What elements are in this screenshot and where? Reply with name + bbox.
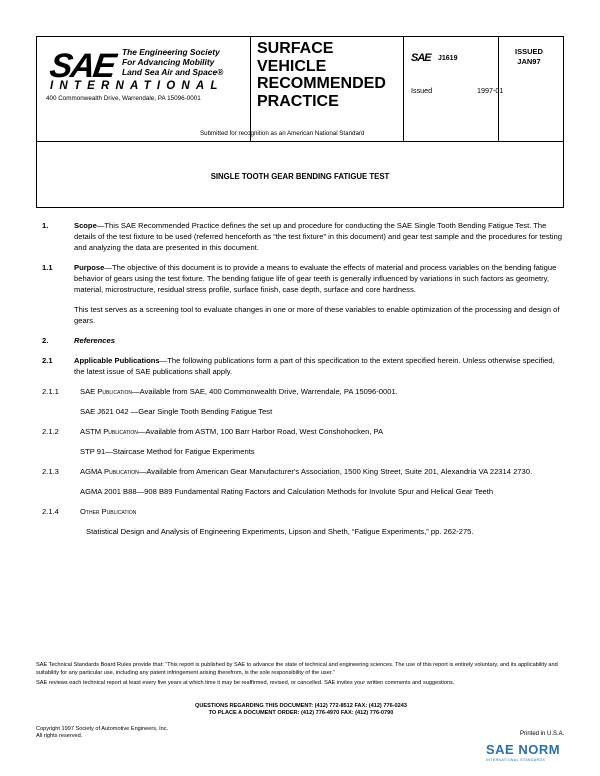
society-tagline: The Engineering Society For Advancing Mobility Land Sea Air and Space®	[122, 47, 224, 77]
address: 400 Commonwealth Drive, Warrendale, PA 15096-0001	[46, 95, 201, 102]
reference-item: Statistical Design and Analysis of Engineering Experiments, Lipson and Sheth, “Fatigue Experiments,” pp. 262-275.	[86, 527, 474, 536]
section-2-1-1: 2.1.1 SAE Publication—Available from SAE, 400 Commonwealth Drive, Warrendale, PA 15096-0001.	[42, 387, 398, 396]
copyright: Copyright 1997 Society of Automotive Engineers, Inc. All rights reserved.	[36, 726, 169, 740]
issued-date: 1997-01	[477, 86, 504, 95]
footer-notes: SAE Technical Standards Board Rules provide that: “This report is published by SAE to advance the state of technical and engineering sciences. The use of this report is entirely voluntary, and its applicability and suitability for any particular use, including any patent infringement arising therefrom, is the sole responsibility of the user.” SAE reviews each technical report at least every five years at which time it may be reaffirmed, revised, or cancelled. SAE invites your written comments and suggestions.	[36, 662, 558, 686]
section-2: 2. References	[42, 336, 115, 345]
sae-norm-watermark: SAE NORM	[486, 742, 561, 757]
section-1: 1. Scope—This SAE Recommended Practice defines the set up and procedure for conducting the SAE Single Tooth Bending Fatigue Test. The details of the test fixture to be used (referred henceforth as “the test fixture” in this document) and gear test sample and the procedures for testing and analyzing the data are presented in this document.	[42, 221, 562, 252]
sae-mini-logo: SAE	[411, 52, 431, 64]
contact-info: QUESTIONS REGARDING THIS DOCUMENT: (412) 772-8512 FAX: (412) 776-0243 TO PLACE A DOCUMENT ORDER: (412) 776-4970 FAX: (412) 776-0790	[194, 703, 407, 717]
printed-in: Printed in U.S.A.	[520, 731, 565, 737]
document-title: SINGLE TOOTH GEAR BENDING FATIGUE TEST	[210, 172, 390, 181]
issued-status: ISSUED JAN97	[515, 47, 543, 66]
sae-logo: SAE	[47, 47, 117, 85]
section-heading: References	[74, 336, 115, 345]
document-type: SURFACE VEHICLE RECOMMENDED PRACTICE	[257, 40, 386, 110]
section-2-1-2: 2.1.2 ASTM Publication—Available from ASTM, 100 Barr Harbor Road, West Conshohocken, PA	[42, 427, 384, 436]
section-2-1-3: 2.1.3 AGMA Publication—Available from American Gear Manufacturer's Association, 1500 King Street, Suite 201, Alexandria VA 22314 2730.	[42, 467, 533, 476]
paragraph: This test serves as a screening tool to evaluate changes in one or more of these variables to enable optimization of the processing and design of gears.	[74, 305, 560, 325]
section-2-1-4: 2.1.4 Other Publication	[42, 507, 137, 516]
reference-item: AGMA 2001 B88—908 B89 Fundamental Rating Factors and Calculation Methods for Involute Spur and Helical Gear Teeth	[80, 487, 494, 496]
document-body	[42, 220, 562, 546]
section-2-1: 2.1 Applicable Publications—The following publications form a part of this specification to the extent specified herein. Unless otherwise specified, the latest issue of SAE publications shall apply.	[42, 356, 555, 376]
section-heading: Scope	[74, 221, 97, 230]
reference-item: SAE J621 042 —Gear Single Tooth Bending Fatigue Test	[80, 407, 273, 416]
reference-item: STP 91—Staircase Method for Fatigue Experiments	[80, 447, 255, 456]
issued-label: Issued	[411, 86, 433, 95]
section-heading: Applicable Publications	[74, 356, 160, 365]
divider	[250, 37, 251, 141]
sae-norm-subtitle: INTERNATIONAL STANDARDS	[486, 758, 546, 762]
section-heading: Purpose	[74, 263, 105, 272]
international-wordmark: INTERNATIONAL	[50, 80, 224, 92]
document-number: J1619	[438, 55, 458, 62]
section-1-1: 1.1 Purpose—The objective of this document is to provide a means to evaluate the effects of material and process variables on the bending fatigue behavior of gears using the test fixture. The bending fatigue life of gear teeth is generally influenced by variations in such factors as geometry, material, microstructure, residual stress profile, surface finish, case depth, surface and core hardness.	[42, 263, 557, 294]
divider	[403, 37, 404, 141]
submitted-note: Submitted for recognition as an American National Standard	[200, 130, 365, 137]
